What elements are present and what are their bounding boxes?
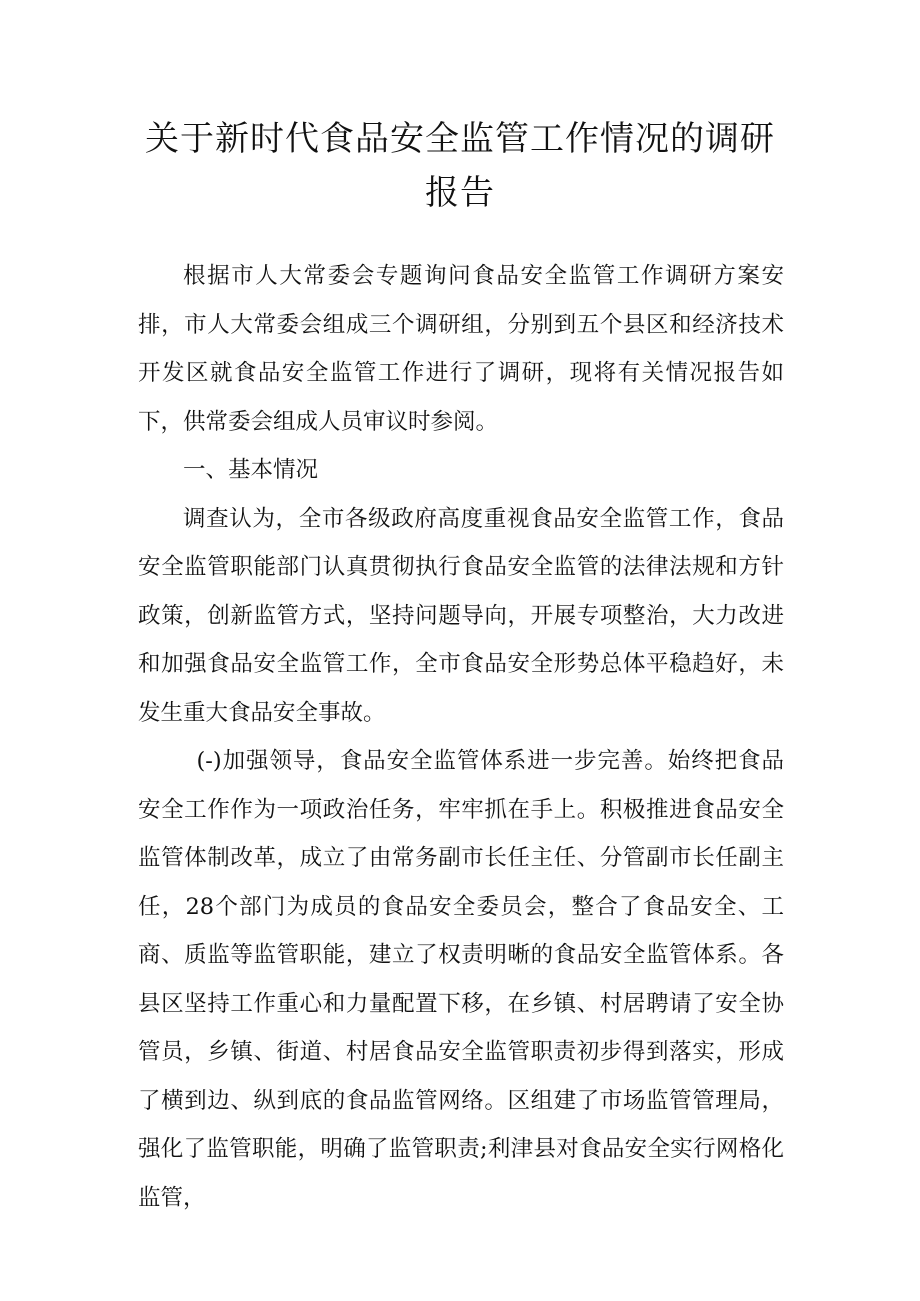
paragraph-subsection-1: (-)加强领导，食品安全监管体系进一步完善。始终把食品安全工作作为一项政治任务，牢牢抓在手上。积极推进食品安全监管体制改革，成立了由常务副市长任主任、分管副市长任副主任，28个部门为成员的食品安全委员会，整合了食品安全、工商、质监等监管职能，建立了权责明晰的食品安全监管体系。各县区坚持工作重心和力量配置下移，在乡镇、村居聘请了安全协管员，乡镇、街道、村居食品安全监管职责初步得到落实，形成了横到边、纵到底的食品监管网络。区组建了市场监管管理局，强化了监管职能，明确了监管职责;利津县对食品安全实行网格化监管， xyxy=(138,748,784,1211)
paragraph-survey: 调查认为，全市各级政府高度重视食品安全监管工作，食品安全监管职能部门认真贯彻执行食品安全监管的法律法规和方针政策，创新监管方式，坚持问题导向，开展专项整治，大力改进和加强食品安全监管工作，全市食品安全形势总体平稳趋好，未发生重大食品安全事故。 xyxy=(138,505,784,726)
paragraph-intro: 根据市人大常委会专题询问食品安全监管工作调研方案安排，市人大常委会组成三个调研组，分别到五个县区和经济技术开发区就食品安全监管工作进行了调研，现将有关情况报告如下，供常委会组成人员审议时参阅。 xyxy=(138,263,784,435)
section-heading-basic-situation: 一、基本情况 xyxy=(183,457,319,483)
document-body xyxy=(138,252,784,1222)
title-line-1: 关于新时代食品安全监管工作情况的调研 xyxy=(145,119,775,159)
title-line-2: 报告 xyxy=(425,173,495,213)
document-title xyxy=(110,112,810,220)
